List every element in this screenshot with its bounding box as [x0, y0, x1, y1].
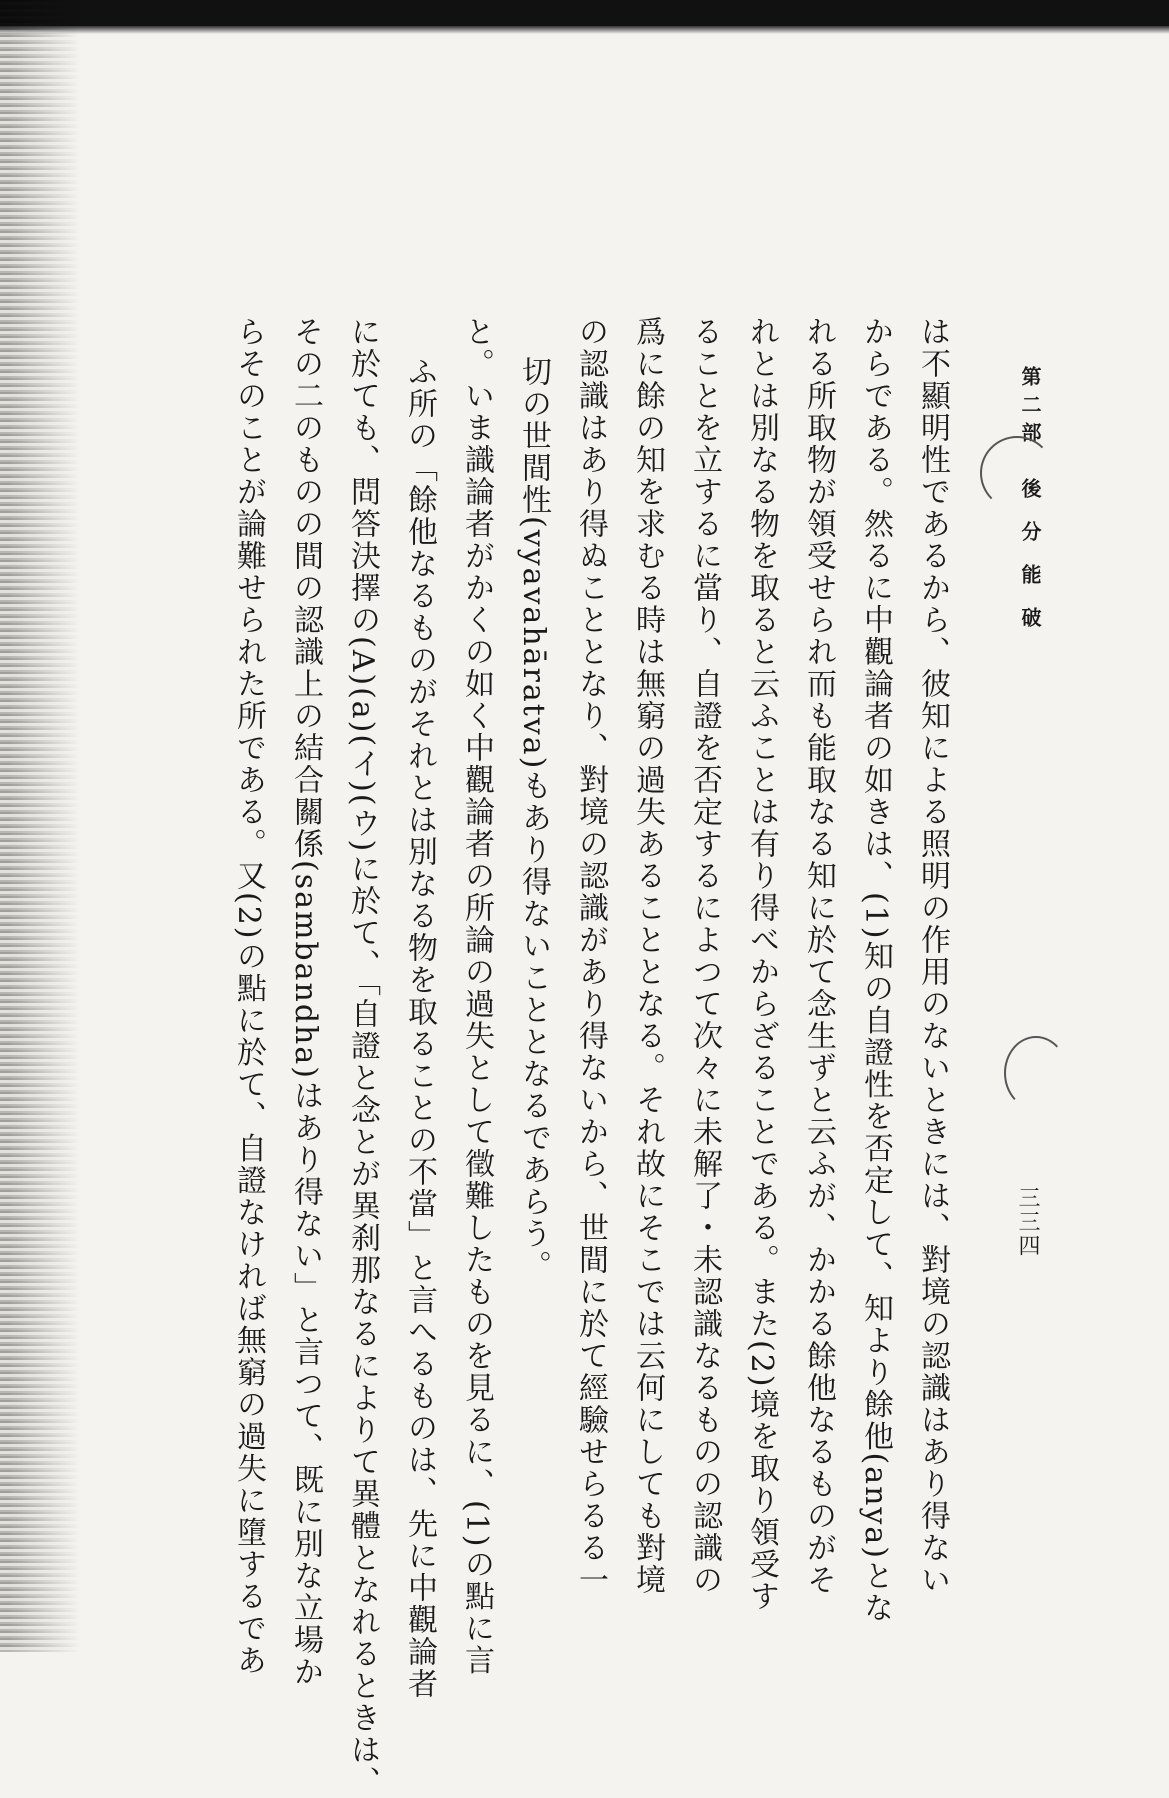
- body-text: [220, 316, 961, 1798]
- book-page: [80, 26, 1169, 1798]
- text-line: 爲に餘の知を求むる時は無窮の過失あることとなる。それ故にそこでは云何にしても對境: [630, 316, 665, 1596]
- text-line: その二のものの間の認識上の結合關係(sambandha)はあり得ない」と言つて、既に別な立場か: [288, 316, 323, 1688]
- scan-artifact-mark: [980, 436, 1054, 510]
- text-line: れる所取物が領受せられ而も能取なる知に於て念生ずと云ふが、かかる餘他なるものがそ: [801, 316, 836, 1596]
- scan-artifact-mark: [1004, 1036, 1068, 1110]
- text-line: からである。然るに中觀論者の如きは、(1)知の自證性を否定して、知より餘他(anya)とな: [858, 316, 893, 1624]
- text-line: らそのことが論難せられた所である。又(2)の點に於て、自證なければ無窮の過失に墮するであ: [231, 316, 266, 1677]
- text-line: は不顯明性であるから、彼知による照明の作用のないときには、對境の認識はあり得ない: [915, 316, 950, 1596]
- text-line: と。いま識論者がかくの如く中觀論者の所論の過失として徵難したものを見るに、(1)の點に言: [459, 316, 494, 1677]
- text-line: の認識はあり得ぬこととなり、對境の認識があり得ないから、世間に於て經驗せらるる一: [573, 316, 608, 1596]
- text-line: に於ても、問答決擇の(A)(a)(イ)(ウ)に於て、「自證と念とが異刹那なるによりて異體となれるときは、: [345, 316, 380, 1798]
- text-line: ることを立するに當り、自證を否定するによつて次々に未解了・未認識なるものの認識の: [687, 316, 722, 1596]
- running-header: 第二部 後 分 能 破: [1018, 366, 1042, 635]
- scan-binding-edge: [0, 0, 80, 1652]
- text-line: ふ所の「餘他なるものがそれとは別なる物を取ることの不當」と言へるものは、先に中觀論者: [402, 356, 437, 1700]
- text-line: れとは別なる物を取ると云ふことは有り得べからざることである。また(2)境を取り領受す: [744, 316, 779, 1613]
- scan-top-border: [0, 0, 1169, 26]
- page-number: 三三四: [1015, 1186, 1040, 1258]
- text-line: 切の世間性(vyavahāratva)もあり得ないこととなるであらう。: [516, 356, 551, 1283]
